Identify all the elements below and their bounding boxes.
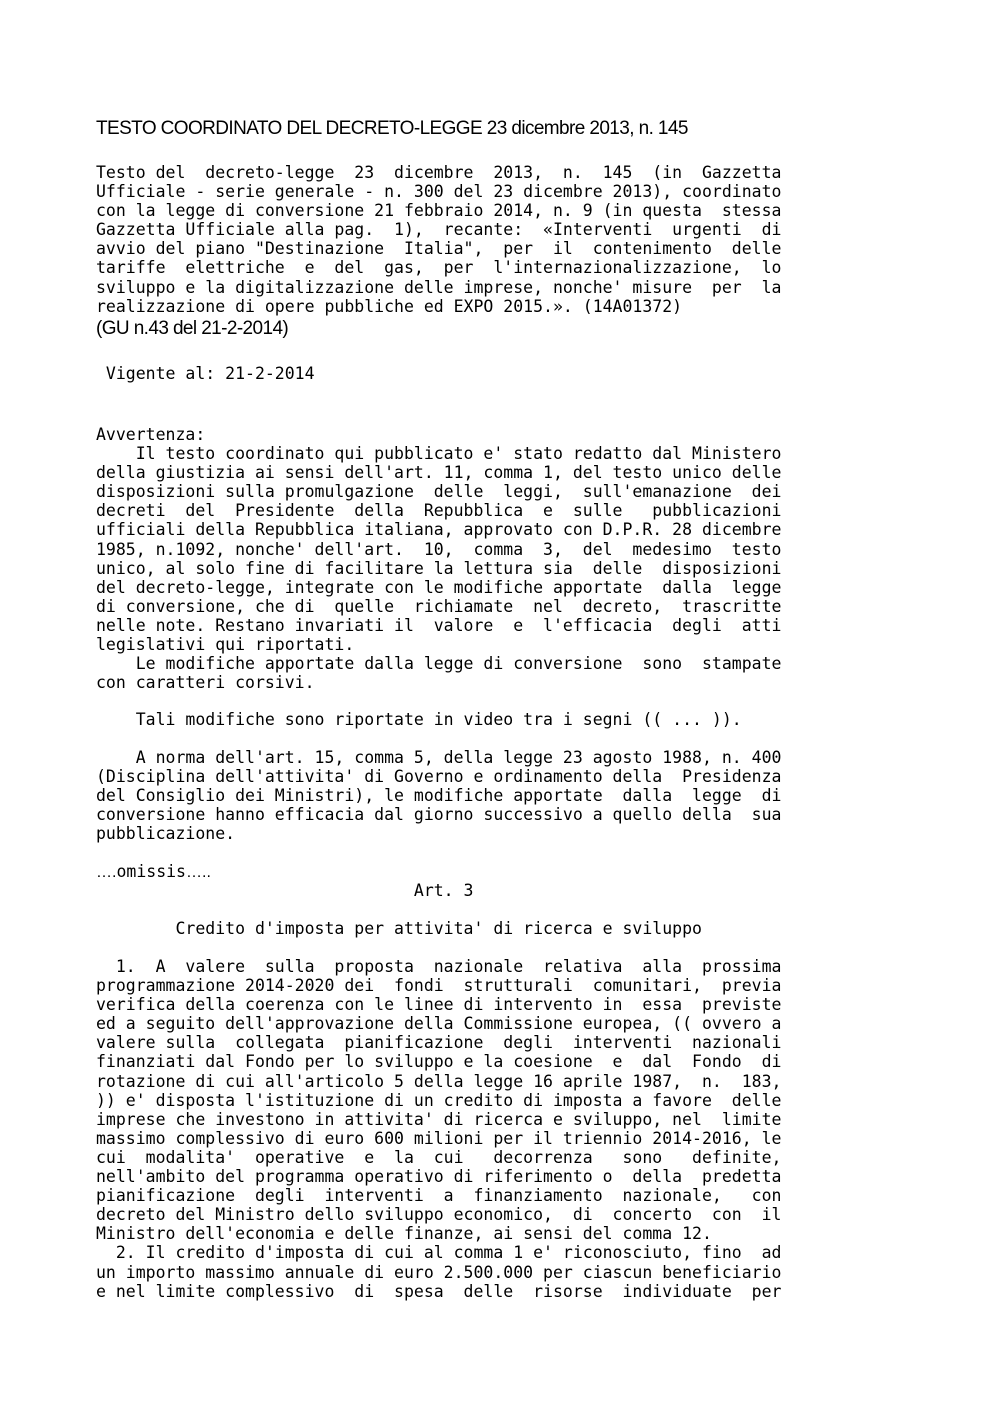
- article-heading-block: [96, 881, 474, 900]
- text-line: disposizioni sulla promulgazione delle leggi, sull'emanazione dei: [96, 482, 782, 502]
- text-line: Avvertenza:: [96, 425, 206, 444]
- omissis-dots-right: …..: [186, 864, 211, 881]
- text-line: (Disciplina dell'attivita' di Governo e ordinamento della Presidenza: [96, 767, 782, 787]
- text-line: 2. Il credito d'imposta di cui al comma 1 e' riconosciuto, fino ad: [96, 1243, 782, 1263]
- text-line: Ufficiale - serie generale - n. 300 del 23 dicembre 2013), coordinato: [96, 182, 782, 202]
- text-line: del decreto-legge, integrate con le modifiche apportate dalla legge: [96, 577, 782, 597]
- text-line: decreto del Ministro dello sviluppo economico, di concerto con il: [96, 1205, 782, 1225]
- text-line: nelle note. Restano invariati il valore e l'efficacia degli atti: [96, 615, 782, 635]
- text-line: decreti del Presidente della Repubblica e sulle pubblicazioni: [96, 501, 782, 521]
- vigente-text: Vigente al: 21-2-2014: [96, 364, 315, 383]
- vigente-line: [96, 364, 315, 383]
- norma-lines: [96, 748, 781, 843]
- text-line: 1. A valere sulla proposta nazionale relativa alla prossima: [96, 957, 782, 976]
- segni-text: Tali modifiche sono riportate in video tra i segni (( ... )).: [96, 710, 742, 729]
- text-line: della giustizia ai sensi dell'art. 11, comma 1, del testo unico delle: [96, 463, 782, 483]
- omissis-dots-left: ….: [96, 864, 117, 881]
- text-line: unico, al solo fine di facilitare la lettura sia delle disposizioni: [96, 558, 782, 578]
- text-line: rotazione di cui all'articolo 5 della legge 16 aprile 1987, n. 183,: [96, 1071, 782, 1091]
- intro-paragraph: [96, 163, 781, 316]
- article-subtitle: Credito d'imposta per attivita' di ricerca e sviluppo: [96, 919, 702, 938]
- text-line: avvio del piano "Destinazione Italia", per il contenimento delle: [96, 239, 782, 259]
- text-line: ufficiali della Repubblica italiana, approvato con D.P.R. 28 dicembre: [96, 520, 782, 540]
- norma-paragraph: [96, 748, 781, 843]
- document-title: TESTO COORDINATO DEL DECRETO-LEGGE 23 dicembre 2013, n. 145: [96, 118, 688, 139]
- text-line: Testo del decreto-legge 23 dicembre 2013, n. 145 (in Gazzetta: [96, 163, 782, 182]
- text-line: finanziati dal Fondo per lo sviluppo e la coesione e dal Fondo di: [96, 1052, 782, 1072]
- omissis-word: omissis: [116, 862, 186, 881]
- segni-note: [96, 710, 742, 729]
- text-line: massimo complessivo di euro 600 milioni per il triennio 2014-2016, le: [96, 1128, 782, 1148]
- text-line: con la legge di conversione 21 febbraio 2014, n. 9 (in questa stessa: [96, 201, 782, 221]
- text-line: con caratteri corsivi.: [96, 673, 315, 693]
- article-lines: [96, 957, 781, 1301]
- intro-lines: [96, 163, 781, 316]
- text-line: sviluppo e la digitalizzazione delle imprese, nonche' misure per la: [96, 277, 782, 297]
- gazzetta-reference: (GU n.43 del 21-2-2014): [96, 318, 289, 339]
- text-line: e nel limite complessivo di spesa delle risorse individuate per: [96, 1281, 782, 1301]
- article-subtitle-block: [96, 919, 702, 938]
- text-line: pubblicazione.: [96, 824, 236, 844]
- text-line: ed a seguito dell'approvazione della Commissione europea, (( ovvero a: [96, 1014, 782, 1034]
- text-line: )) e' disposta l'istituzione di un credito di imposta a favore delle: [96, 1090, 782, 1110]
- text-line: conversione hanno efficacia dal giorno successivo a quello della sua: [96, 805, 782, 825]
- text-line: Gazzetta Ufficiale alla pag. 1), recante: «Interventi urgenti di: [96, 220, 782, 240]
- text-line: valere sulla collegata pianificazione degli interventi nazionali: [96, 1033, 782, 1053]
- avvertenza-section: [96, 425, 781, 692]
- text-line: imprese che investono in attivita' di ricerca e sviluppo, nel limite: [96, 1109, 782, 1129]
- text-line: 1985, n.1092, nonche' dell'art. 10, comma 3, del medesimo testo: [96, 539, 782, 559]
- avvertenza-lines: [96, 425, 781, 692]
- text-line: A norma dell'art. 15, comma 5, della legge 23 agosto 1988, n. 400: [96, 748, 782, 767]
- text-line: tariffe elettriche e del gas, per l'internazionalizzazione, lo: [96, 258, 782, 278]
- text-line: legislativi qui riportati.: [96, 635, 355, 655]
- text-line: Il testo coordinato qui pubblicato e' stato redatto dal Ministero: [96, 444, 782, 464]
- omissis-marker: [96, 862, 211, 882]
- text-line: un importo massimo annuale di euro 2.500.000 per ciascun beneficiario: [96, 1262, 782, 1282]
- text-line: programmazione 2014-2020 dei fondi strutturali comunitari, previa: [96, 976, 782, 996]
- text-line: realizzazione di opere pubbliche ed EXPO 2015.». (14A01372): [96, 296, 683, 316]
- text-line: nell'ambito del programma operativo di riferimento o della predetta: [96, 1167, 782, 1187]
- text-line: Ministro dell'economia e delle finanze, ai sensi del comma 12.: [96, 1224, 712, 1244]
- text-line: del Consiglio dei Ministri), le modifiche apportate dalla legge di: [96, 786, 782, 806]
- text-line: Le modifiche apportate dalla legge di conversione sono stampate: [96, 654, 782, 674]
- text-line: di conversione, che di quelle richiamate nel decreto, trascritte: [96, 596, 782, 616]
- article-heading: Art. 3: [96, 881, 474, 900]
- text-line: cui modalita' operative e la cui decorrenza sono definite,: [96, 1147, 782, 1167]
- article-body: [96, 957, 781, 1301]
- text-line: pianificazione degli interventi a finanziamento nazionale, con: [96, 1186, 782, 1206]
- text-line: verifica della coerenza con le linee di intervento in essa previste: [96, 995, 782, 1015]
